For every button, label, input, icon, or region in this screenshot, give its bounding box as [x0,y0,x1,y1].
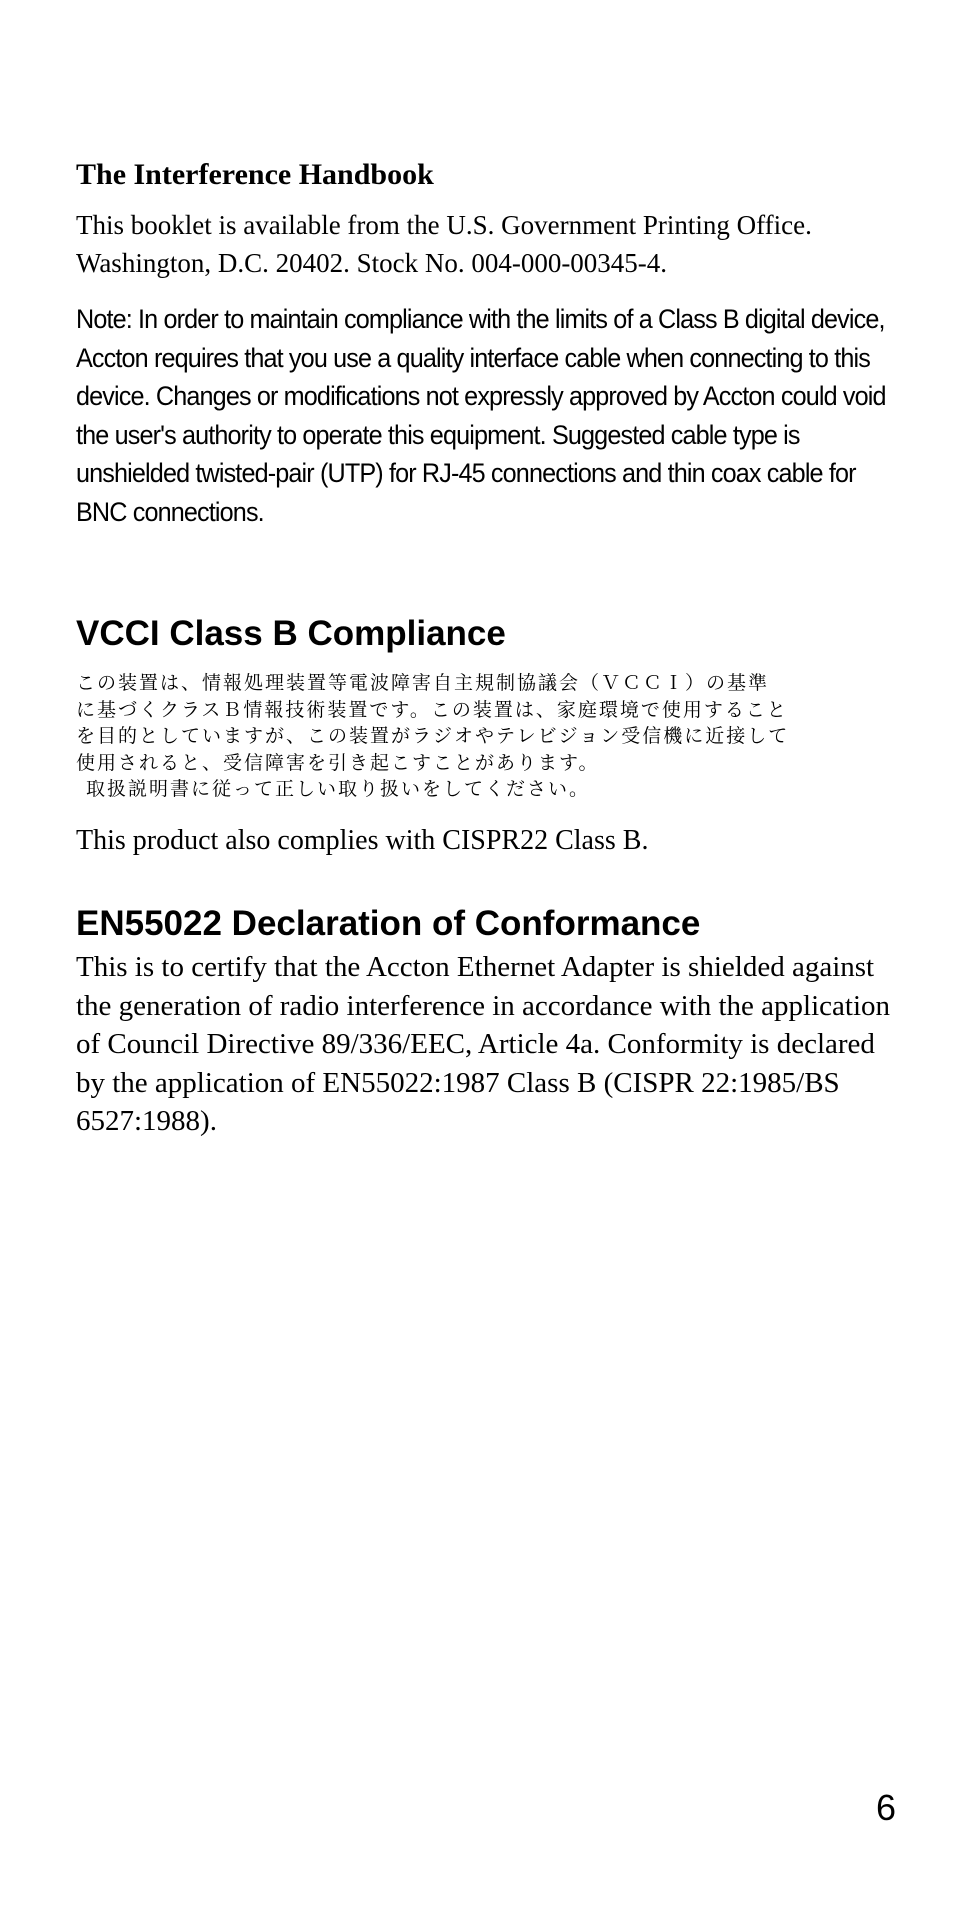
vcci-japanese-line: 使用されると、受信障害を引き起こすことがあります。 [76,751,600,774]
handbook-heading: The Interference Handbook [76,158,434,191]
page-number: 6 [875,1787,896,1828]
vcci-japanese-line: この装置は、情報処理装置等電波障害自主規制協議会（ＶＣＣＩ）の基準 [76,672,770,694]
vcci-japanese-statement [76,670,896,803]
handbook-body-text: This booklet is available from the U.S. Government Printing Office. Washington, D.C. 20402. Stock No. 004-000-00345-4. [76,210,812,278]
cispr-statement: This product also complies with CISPR22 Class B. [76,825,649,856]
compliance-note-text: Note: In order to maintain compliance with the limits of a Class B digital device, Accton requires that you use a quality interface cable when connecting to this device. Changes or modifications not expressly approved by Accton could void the user's authority to operate this equipment. Suggested cable type is unshielded twisted-pair (UTP) for RJ-45 connections and thin coax cable for BNC connections. [76,304,886,527]
vcci-japanese-line: 取扱説明書に従って正しい取り扱いをしてください。 [86,778,591,800]
en55022-body-text: This is to certify that the Accton Ethernet Adapter is shielded against the generation of radio interference in accordance with the application of Council Directive 89/336/EEC, Article 4a. Conformity is declared by the application of EN55022:1987 Class B (CISPR 22:1985/BS 6527:1988). [76,951,891,1137]
vcci-japanese-line: を目的としていますが、この装置がラジオやテレビジョン受信機に近接して [76,725,790,747]
vcci-japanese-line: に基づくクラスＢ情報技術装置です。この装置は、家庭環境で使用すること [76,698,788,721]
vcci-heading: VCCI Class B Compliance [76,614,506,653]
en55022-heading: EN55022 Declaration of Conformance [76,904,701,943]
document-page [76,0,896,1908]
